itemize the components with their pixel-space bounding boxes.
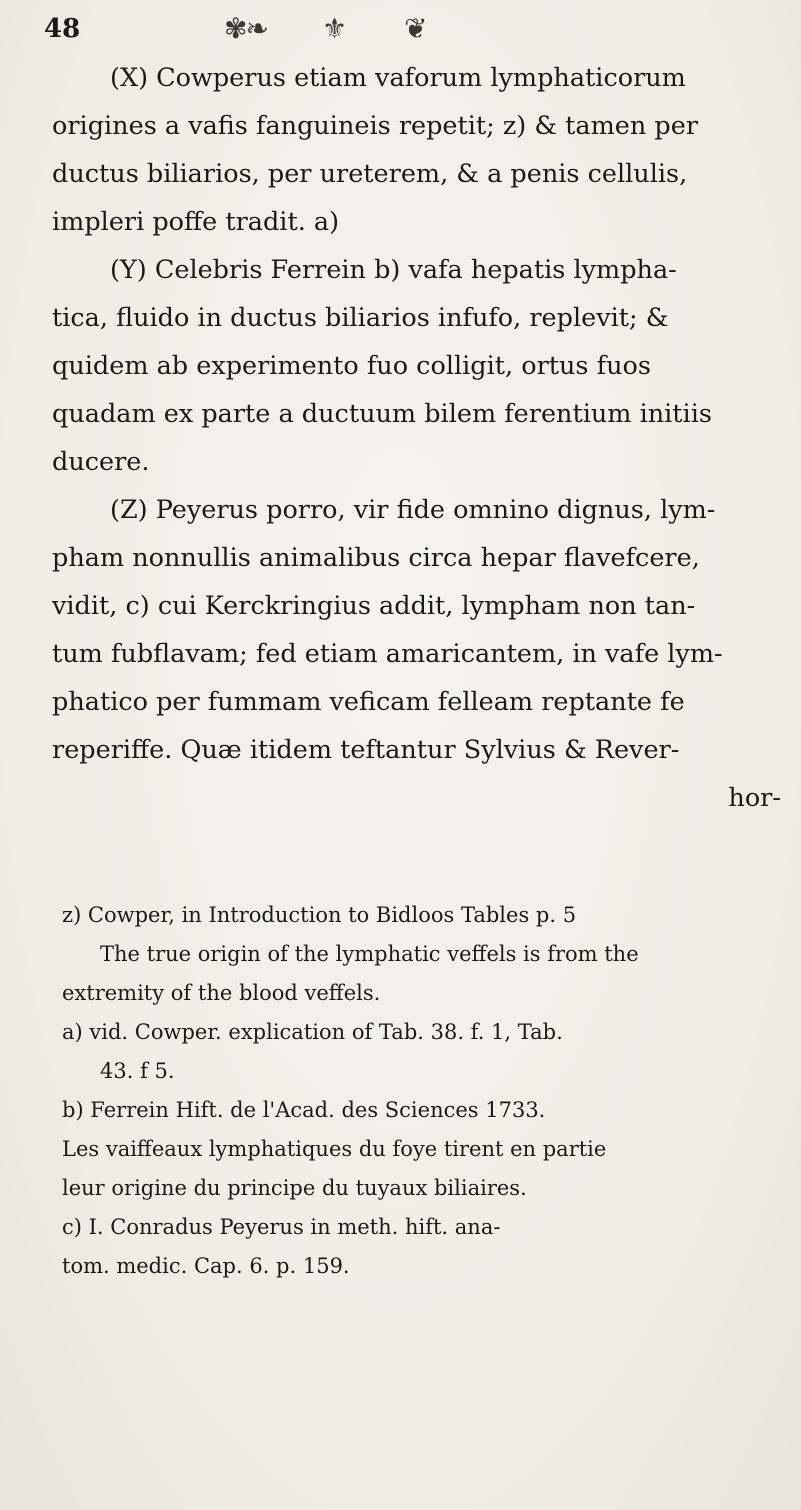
footnote-line: b) Ferrein Hift. de l'Acad. des Sciences 1733. [62, 1098, 546, 1122]
text-line: (Y) Celebris Ferrein b) vafa hepatis lympha- [110, 255, 677, 285]
main-text [52, 54, 785, 822]
footnote-line: Les vaiffeaux lymphatiques du foye tirent en partie [62, 1137, 607, 1161]
footnote-line: a) vid. Cowper. explication of Tab. 38. f. 1, Tab. [62, 1020, 563, 1044]
text-line: tica, fluido in ductus biliarios infufo, replevit; & [52, 303, 669, 333]
footnote-line: extremity of the blood veffels. [62, 981, 381, 1005]
text-line: vidit, c) cui Kerckringius addit, lympham non tan- [52, 591, 696, 621]
text-line: pham nonnullis animalibus circa hepar flavefcere, [52, 543, 700, 573]
footnote-line: The true origin of the lymphatic veffels is from the [100, 942, 639, 966]
text-line: tum fubflavam; fed etiam amaricantem, in vafe lym- [52, 639, 723, 669]
text-line: quadam ex parte a ductuum bilem ferentium initiis [52, 399, 712, 429]
catchword: hor- [728, 783, 781, 813]
footnote-line: z) Cowper, in Introduction to Bidloos Tables p. 5 [62, 903, 577, 927]
footnote-line: 43. f 5. [100, 1059, 175, 1083]
footnote-line: leur origine du principe du tuyaux biliaires. [62, 1176, 527, 1200]
ornament-right-icon: ❦ [404, 12, 426, 45]
text-line: phatico per fummam veficam felleam reptante fe [52, 687, 685, 717]
text-line: origines a vafis fanguineis repetit; z) & tamen per [52, 111, 699, 141]
ornament-middle-icon: ⚜ [322, 12, 346, 45]
ornament-left-icon: ✾❧ [224, 12, 267, 45]
page-header [44, 8, 781, 50]
footnote-line: c) I. Conradus Peyerus in meth. hift. ana- [62, 1215, 501, 1239]
text-line: impleri poffe tradit. a) [52, 207, 340, 237]
text-line: ductus biliarios, per ureterem, & a penis cellulis, [52, 159, 688, 189]
text-line: ducere. [52, 447, 150, 477]
text-line: (X) Cowperus etiam vaforum lymphaticorum [110, 63, 686, 93]
footnotes [62, 896, 789, 1286]
page-number: 48 [44, 14, 81, 44]
text-line: quidem ab experimento fuo colligit, ortus fuos [52, 351, 651, 381]
text-line: (Z) Peyerus porro, vir fide omnino dignus, lym- [110, 495, 716, 525]
text-line: reperiffe. Quæ itidem teftantur Sylvius & Rever- [52, 735, 680, 765]
footnote-line: tom. medic. Cap. 6. p. 159. [62, 1254, 350, 1278]
